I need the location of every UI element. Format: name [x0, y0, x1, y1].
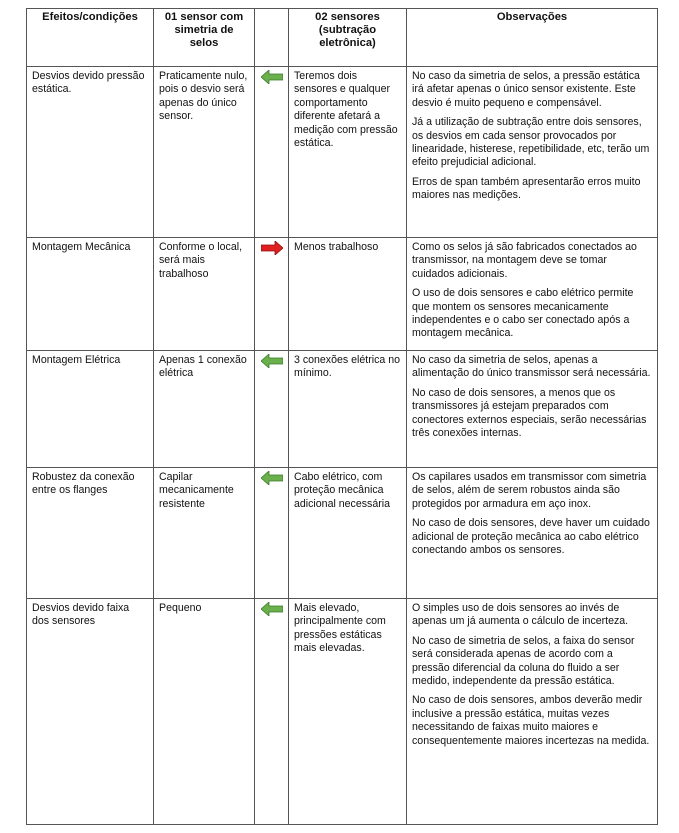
arrow-cell	[255, 351, 289, 468]
one-sensor-cell: Pequeno	[154, 599, 255, 825]
arrow-cell	[255, 468, 289, 599]
arrow-left-icon	[261, 354, 283, 368]
observations-cell	[407, 599, 658, 825]
effect-cell: Montagem Elétrica	[27, 351, 154, 468]
one-sensor-cell: Capilar mecanicamente resistente	[154, 468, 255, 599]
observations-cell	[407, 238, 658, 351]
observation-paragraph: No caso de simetria de selos, a faixa do sensor será considerada apenas de acordo com a pressão diferencial da coluna do fluido a ser medido, independente da pressão estática.	[412, 634, 635, 688]
header-row	[27, 9, 658, 67]
table-row	[27, 599, 658, 825]
arrow-left-icon	[261, 70, 283, 84]
arrow-left-icon-shape	[261, 354, 283, 368]
arrow-right-icon-shape	[261, 241, 283, 255]
effect-cell: Desvios devido pressão estática.	[27, 67, 154, 238]
two-sensors-cell: Cabo elétrico, com proteção mecânica adicional necessária	[289, 468, 407, 599]
one-sensor-cell: Conforme o local, será mais trabalhoso	[154, 238, 255, 351]
effect-cell: Montagem Mecânica	[27, 238, 154, 351]
observations-cell	[407, 468, 658, 599]
header-observations: Observações	[407, 9, 658, 67]
observation-paragraph: Já a utilização de subtração entre dois sensores, os desvios em cada sensor provocados por linearidade, histerese, repetibilidade, etc, terão um efeito prejudicial adicional.	[412, 116, 650, 169]
observations-cell	[407, 67, 658, 238]
observation-paragraph: No caso de dois sensores, deve haver um cuidado adicional de proteção mecânica ao cabo elétrico conectando ambos os sensores.	[412, 517, 650, 557]
table-row	[27, 67, 658, 238]
table-row	[27, 238, 658, 351]
two-sensors-cell: Mais elevado, principalmente com pressões estáticas mais elevadas.	[289, 599, 407, 825]
observation-paragraph: O uso de dois sensores e cabo elétrico permite que montem os sensores mecanicamente independentes e o cabo ser conectado após a montagem mecânica.	[412, 287, 634, 340]
observation-paragraph: Erros de span também apresentarão erros muito maiores nas medições.	[412, 175, 641, 202]
one-sensor-cell: Apenas 1 conexão elétrica	[154, 351, 255, 468]
one-sensor-cell: Praticamente nulo, pois o desvio será apenas do único sensor.	[154, 67, 255, 238]
header-two-sensors: 02 sensores (subtração eletrônica)	[289, 9, 407, 67]
arrow-left-icon	[261, 471, 283, 485]
observation-paragraph: Os capilares usados em transmissor com simetria de selos, além de serem robustos ainda são protegidos por armadura em aço inox.	[412, 471, 647, 510]
observation-paragraph: Como os selos já são fabricados conectados ao transmissor, na montagem deve se tomar cuidados adicionais.	[412, 241, 637, 280]
table-row	[27, 351, 658, 468]
table-row	[27, 468, 658, 599]
header-effects: Efeitos/condições	[27, 9, 154, 67]
header-one-sensor: 01 sensor com simetria de selos	[154, 9, 255, 67]
arrow-left-icon	[261, 602, 283, 616]
observation-paragraph: No caso da simetria de selos, a pressão estática irá afetar apenas o único sensor existente. Este desvio é muito pequeno e compensável.	[412, 70, 640, 109]
arrow-cell	[255, 67, 289, 238]
effect-cell: Robustez da conexão entre os flanges	[27, 468, 154, 599]
observations-cell	[407, 351, 658, 468]
observation-paragraph: No caso da simetria de selos, apenas a alimentação do único transmissor será necessária.	[412, 354, 651, 380]
arrow-left-icon-shape	[261, 602, 283, 616]
arrow-left-icon-shape	[261, 471, 283, 485]
comparison-table	[26, 8, 658, 825]
two-sensors-cell: Menos trabalhoso	[289, 238, 407, 351]
effect-cell: Desvios devido faixa dos sensores	[27, 599, 154, 825]
two-sensors-cell: Teremos dois sensores e qualquer comportamento diferente afetará a medição com pressão estática.	[289, 67, 407, 238]
observation-paragraph: No caso de dois sensores, ambos deverão medir inclusive a pressão estática, muitas vezes necessitando de faixas muito maiores e consequentemente maiores incertezas na medida.	[412, 694, 650, 747]
arrow-right-icon	[261, 241, 283, 255]
arrow-cell	[255, 599, 289, 825]
arrow-cell	[255, 238, 289, 351]
two-sensors-cell: 3 conexões elétrica no mínimo.	[289, 351, 407, 468]
header-arrow-column	[255, 9, 289, 67]
arrow-left-icon-shape	[261, 70, 283, 84]
observation-paragraph: O simples uso de dois sensores ao invés de apenas um já aumenta o cálculo de incerteza.	[412, 602, 629, 628]
observation-paragraph: No caso de dois sensores, a menos que os transmissores já estejam preparados com conectores externos especiais, serão necessárias três conexões internas.	[412, 386, 647, 440]
